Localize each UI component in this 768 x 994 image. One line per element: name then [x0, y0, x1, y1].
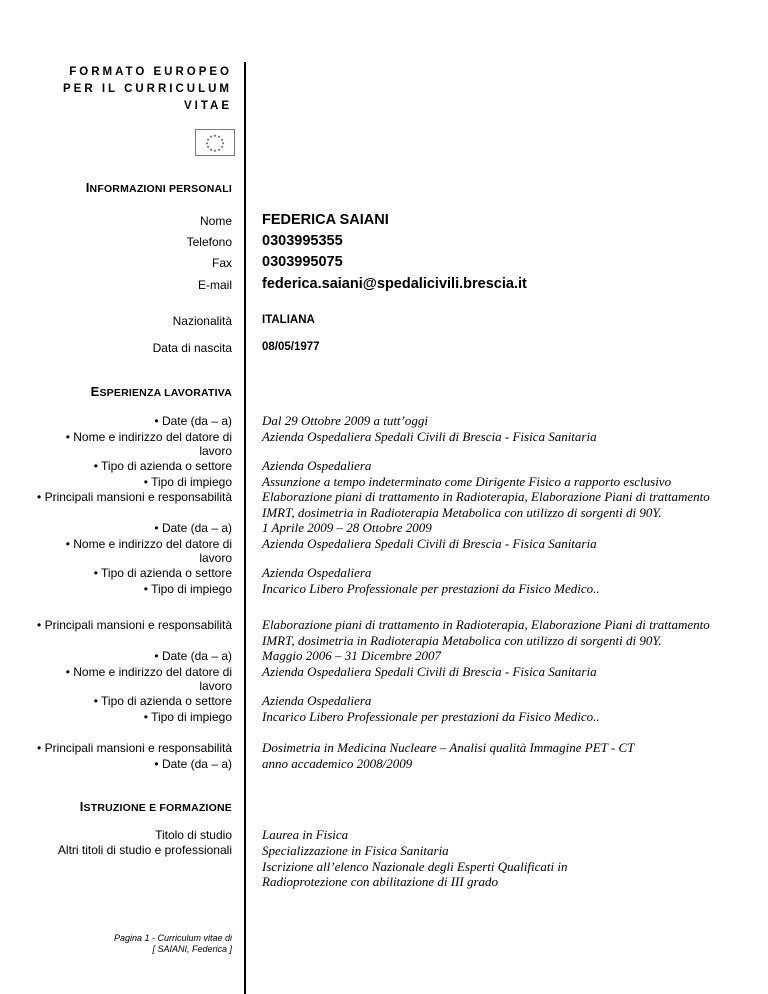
exp1-duties-2: IMRT, dosimetria in Radioterapia Metabolica con utilizzo di sorgenti di 90Y. [262, 505, 662, 520]
cv-title-line-1: FORMATO EUROPEO [69, 66, 232, 78]
label-sector: • Tipo di azienda o settore [93, 459, 232, 473]
svg-text:★: ★ [217, 134, 221, 139]
exp1-job: Assunzione a tempo indeterminato come Dirigente Fisico a rapporto esclusivo [262, 474, 672, 489]
label-duties: • Principali mansioni e responsabilità [37, 490, 232, 504]
value-name: FEDERICA SAIANI [262, 212, 389, 228]
label-other-titles: Altri titoli di studio e professionali [57, 843, 232, 857]
section-work-experience: ESPERIENZA LAVORATIVA [90, 384, 232, 399]
exp2-sector: Azienda Ospedaliera [262, 565, 372, 580]
label-nationality: Nazionalità [172, 314, 232, 328]
svg-text:★: ★ [213, 133, 217, 138]
column-divider [244, 62, 246, 994]
exp2-duties-1: Elaborazione piani di trattamento in Radioterapia, Elaborazione Piani di trattamento [262, 617, 710, 632]
label-job-type: • Tipo di impiego [143, 475, 232, 489]
edu-other-1: Specializzazione in Fisica Sanitaria [262, 843, 449, 858]
section-education: ISTRUZIONE E FORMAZIONE [79, 799, 232, 814]
exp3-sector: Azienda Ospedaliera [262, 693, 372, 708]
svg-text:★: ★ [220, 137, 224, 142]
label-name: Nome [199, 214, 232, 228]
exp3-job: Incarico Libero Professionale per prestazioni da Fisico Medico.. [262, 709, 600, 724]
svg-text:★: ★ [217, 147, 221, 152]
label-sector: • Tipo di azienda o settore [93, 566, 232, 580]
svg-text:★: ★ [205, 140, 209, 146]
cv-title-line-3: VITAE [183, 100, 232, 112]
svg-text:★: ★ [206, 144, 210, 149]
label-dates: • Date (da – a) [154, 757, 232, 771]
exp2-duties-2: IMRT, dosimetria in Radioterapia Metabolica con utilizzo di sorgenti di 90Y. [262, 633, 662, 648]
label-dates: • Date (da – a) [154, 414, 232, 428]
exp4-dates: anno accademico 2008/2009 [262, 756, 413, 771]
svg-text:★: ★ [220, 144, 224, 149]
svg-text:★: ★ [213, 148, 217, 153]
exp1-sector: Azienda Ospedaliera [262, 458, 372, 473]
exp3-duties: Dosimetria in Medicina Nucleare – Analisi qualità Immagine PET - CT [262, 740, 635, 755]
value-nationality: ITALIANA [262, 314, 315, 326]
exp1-employer: Azienda Ospedaliera Spedali Civili di Brescia - Fisica Sanitaria [262, 429, 597, 444]
edu-other-3: Radioprotezione con abilitazione di III grado [262, 874, 499, 889]
label-duties: • Principali mansioni e responsabilità [37, 618, 232, 632]
label-email: E-mail [197, 278, 232, 292]
exp2-job: Incarico Libero Professionale per prestazioni da Fisico Medico.. [262, 581, 600, 596]
edu-other-2: Iscrizione all’elenco Nazionale degli Esperti Qualificati in [262, 859, 568, 874]
label-dates: • Date (da – a) [154, 521, 232, 535]
label-employer: • Nome e indirizzo del datore di [65, 430, 232, 444]
value-birth-date: 08/05/1977 [262, 341, 320, 353]
svg-text:★: ★ [206, 137, 210, 142]
label-dates: • Date (da – a) [154, 649, 232, 663]
section-personal-info: INFORMAZIONI PERSONALI [85, 180, 232, 195]
label-employer: • Nome e indirizzo del datore di [65, 665, 232, 679]
label-job-type: • Tipo di impiego [143, 582, 232, 596]
eu-flag-icon [195, 129, 235, 156]
value-fax: 0303995075 [262, 254, 343, 270]
label-job-type: • Tipo di impiego [143, 710, 232, 724]
label-degree: Titolo di studio [155, 828, 232, 842]
svg-text:★: ★ [221, 140, 225, 146]
exp1-duties-1: Elaborazione piani di trattamento in Radioterapia, Elaborazione Piani di trattamento [262, 489, 710, 504]
label-birth-date: Data di nascita [152, 341, 232, 355]
svg-text:★: ★ [209, 134, 213, 139]
label-duties: • Principali mansioni e responsabilità [37, 741, 232, 755]
label-phone: Telefono [186, 235, 232, 249]
edu-degree: Laurea in Fisica [262, 827, 349, 842]
footer-page-line-1: Pagina 1 - Curriculum vitae di [113, 933, 232, 943]
label-employer: • Nome e indirizzo del datore di [65, 537, 232, 551]
svg-text:★: ★ [209, 147, 213, 152]
cv-title-line-2: PER IL CURRICULUM [63, 83, 232, 95]
label-employer-cont: lavoro [199, 551, 232, 565]
exp1-dates: Dal 29 Ottobre 2009 a tutt’oggi [262, 413, 428, 428]
value-email: federica.saiani@spedalicivili.brescia.it [262, 276, 527, 292]
exp3-dates: Maggio 2006 – 31 Dicembre 2007 [262, 648, 441, 663]
label-sector: • Tipo di azienda o settore [93, 694, 232, 708]
exp2-dates: 1 Aprile 2009 – 28 Ottobre 2009 [262, 520, 432, 535]
exp2-employer: Azienda Ospedaliera Spedali Civili di Brescia - Fisica Sanitaria [262, 536, 597, 551]
exp3-employer: Azienda Ospedaliera Spedali Civili di Brescia - Fisica Sanitaria [262, 664, 597, 679]
label-employer-cont: lavoro [199, 679, 232, 693]
value-phone: 0303995355 [262, 233, 343, 249]
label-employer-cont: lavoro [199, 444, 232, 458]
label-fax: Fax [211, 256, 232, 270]
footer-page-line-2: [ SAIANI, Federica ] [152, 944, 232, 954]
